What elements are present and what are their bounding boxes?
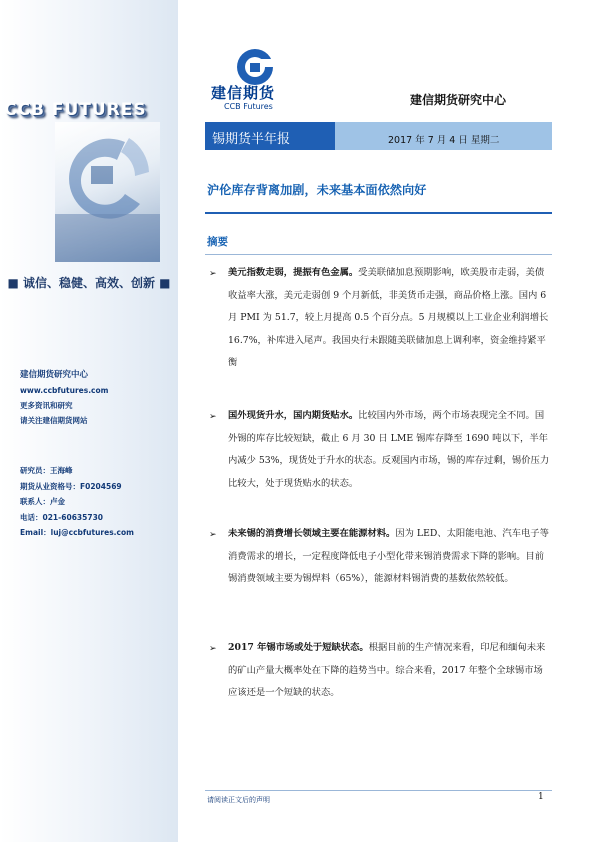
summary-item bbox=[228, 405, 550, 495]
contact-follow-line: 请关注建信期货网站 bbox=[20, 416, 88, 425]
footer-divider bbox=[205, 790, 552, 791]
summary-item-body: 比较国内外市场，两个市场表现完全不同。国外锡的库存比较短缺，截止 6 月 30 日 LME 锡库存降至 1690 吨以下，半年内减少 53%，现货处于升水的状态。反观国内市场，锡的库存过剩，锡价压力比较大，处于现货贴水的状态。 bbox=[228, 410, 550, 489]
analyst-license: 期货从业资格号：F0204569 bbox=[20, 481, 122, 491]
footer-disclaimer-note: 请阅读正文后的声明 bbox=[207, 796, 270, 804]
hero-brand-text: CCB FUTURES bbox=[4, 100, 147, 120]
summary-item-body: 受美联储加息预期影响，欧美股市走弱，美债收益率大涨，美元走弱创 9 个月新低，非美货币走强，商品价格上涨。国内 6 月 PMI 为 51.7，较上月提高 0.5 个百分点。5 月规模以上工业企业利润增长 16.7%，补库进入尾声。我国央行未跟随美联储加息上调利率，资金维持紧平衡 bbox=[228, 267, 549, 368]
summary-item-body: 因为 LED、太阳能电池、汽车电子等消费需求的增长，一定程度降低电子小型化带来锡消费需求下降的影响。目前锡消费领域主要为锡焊料（65%），能源材料锡消费的基数依然较低。 bbox=[228, 528, 549, 584]
contact-more-line: 更多资讯和研究 bbox=[20, 401, 73, 410]
analyst-contact-person: 联系人：卢金 bbox=[20, 497, 65, 506]
summary-label: 摘要 bbox=[207, 236, 228, 248]
report-date: 2017 年 7 月 4 日 星期二 bbox=[388, 135, 500, 146]
analyst-researcher: 研究员：王海峰 bbox=[20, 466, 73, 475]
summary-item-body: 根据目前的生产情况来看，印尼和缅甸未来的矿山产量大概率处在下降的趋势当中。综合来看，2017 年整个全球锡市场应该还是一个短缺的状态。 bbox=[228, 642, 546, 698]
header-org: 建信期货研究中心 bbox=[410, 93, 507, 107]
summary-item bbox=[228, 637, 550, 705]
bullet-icon: ➢ bbox=[209, 412, 217, 422]
hero-image bbox=[55, 122, 160, 262]
motto: ■ 诚信、稳健、高效、创新 ■ bbox=[7, 276, 171, 290]
summary-item bbox=[228, 523, 550, 591]
analyst-email[interactable]: Email：luj@ccbfutures.com bbox=[20, 528, 134, 537]
bullet-icon: ➢ bbox=[209, 644, 217, 654]
analyst-block bbox=[20, 463, 175, 541]
headline-divider bbox=[205, 212, 552, 214]
bullet-icon: ➢ bbox=[209, 530, 217, 540]
logo-name: 建信期货 bbox=[211, 84, 276, 102]
summary-item bbox=[228, 262, 550, 375]
contact-org: 建信期货研究中心 bbox=[20, 370, 89, 380]
contact-block bbox=[20, 368, 175, 428]
summary-item-lead: 国外现货升水，国内期货贴水。 bbox=[228, 410, 359, 421]
bullet-icon: ➢ bbox=[209, 269, 217, 279]
contact-website[interactable]: www.ccbfutures.com bbox=[20, 386, 109, 395]
summary-item-lead: 2017 年锡市场或处于短缺状态。 bbox=[228, 642, 369, 653]
analyst-phone: 电话：021-60635730 bbox=[20, 512, 104, 522]
report-type: 锡期货半年报 bbox=[212, 132, 291, 147]
logo-subtitle: CCB Futures bbox=[224, 102, 273, 111]
summary-divider bbox=[205, 254, 552, 255]
hero-overlay bbox=[55, 122, 160, 262]
summary-item-lead: 未来锡的消费增长领域主要在能源材料。 bbox=[228, 528, 396, 539]
headline: 沪伦库存背离加剧，未来基本面依然向好 bbox=[207, 183, 427, 197]
summary-item-lead: 美元指数走弱，提振有色金属。 bbox=[228, 267, 359, 278]
page-number: 1 bbox=[538, 792, 544, 802]
